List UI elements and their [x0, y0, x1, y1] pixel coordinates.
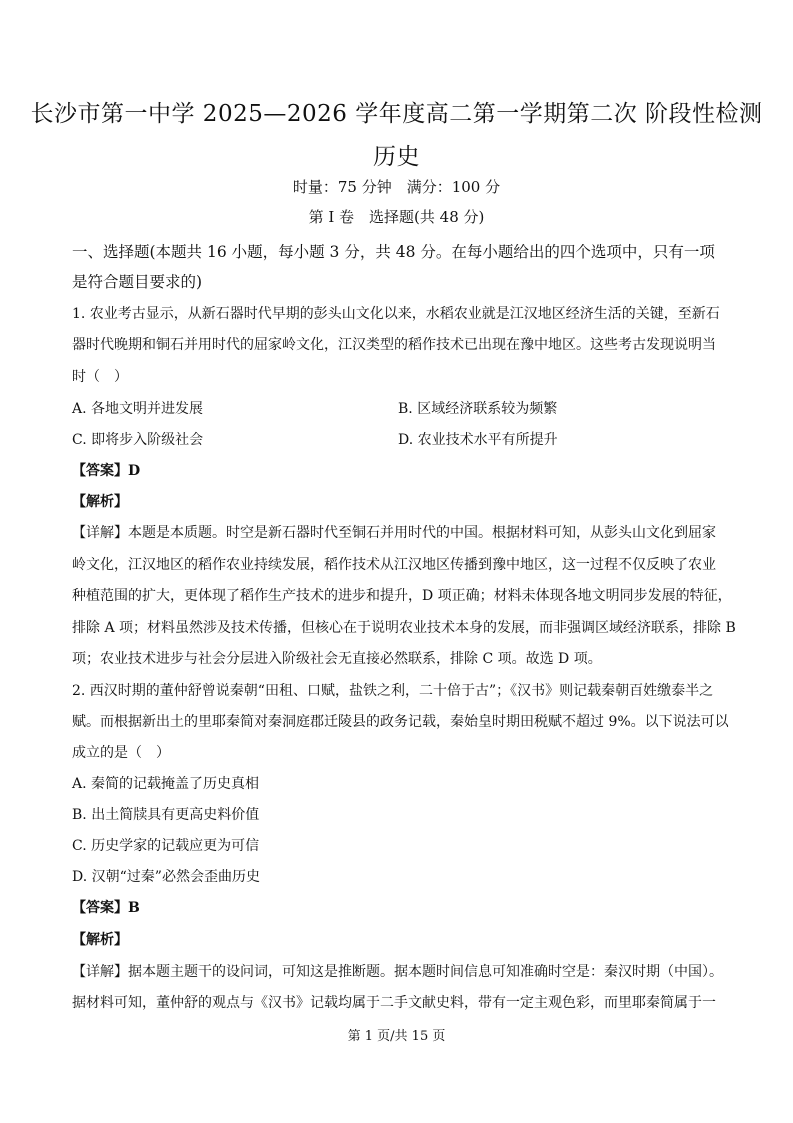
- q1-stem-line-1: 1. 农业考古显示，从新石器时代早期的彭头山文化以来，水稻农业就是江汉地区经济生活的关键，至新石: [72, 306, 720, 322]
- q1-answer: 【答案】D: [72, 463, 141, 479]
- q1-detail-line-4: 排除 A 项；材料虽然涉及技术传播，但核心在于说明农业技术本身的发展，而非强调区域经济联系，排除 B: [72, 620, 736, 636]
- q2-analysis-label: 【解析】: [72, 932, 128, 948]
- q1-detail-line-2: 岭文化，江汉地区的稻作农业持续发展，稻作技术从江汉地区传播到豫中地区，这一过程不仅反映了农业: [72, 557, 716, 573]
- section-instruction-line-1: 一、选择题(本题共 16 小题，每小题 3 分，共 48 分。在每小题给出的四个选项中，只有一项: [72, 243, 715, 261]
- q1-detail-line-1: 【详解】本题是本质题。时空是新石器时代至铜石并用时代的中国。根据材料可知，从彭头山文化到屈家: [72, 525, 716, 541]
- q2-answer: 【答案】B: [72, 900, 140, 916]
- q2-option-d: D. 汉朝“过秦”必然会歪曲历史: [72, 869, 260, 885]
- q2-stem-line-3: 成立的是（ ）: [72, 745, 170, 761]
- exam-title: 长沙市第一中学 2025—2026 学年度高二第一学期第二次 阶段性检测: [30, 101, 763, 127]
- q1-analysis-label: 【解析】: [72, 494, 128, 510]
- q1-detail-line-3: 种植范围的扩大，更体现了稻作生产技术的进步和提升，D 项正确；材料未体现各地文明同步发展的特征，: [72, 588, 732, 604]
- q1-option-a: A. 各地文明并进发展: [72, 401, 204, 417]
- subject-title: 历史: [373, 144, 420, 170]
- q1-stem-line-3: 时（ ）: [72, 369, 128, 385]
- q1-stem-line-2: 器时代晚期和铜石并用时代的屈家岭文化，江汉类型的稻作技术已出现在豫中地区。这些考古发现说明当: [72, 337, 716, 353]
- volume-heading: 第 I 卷 选择题(共 48 分): [308, 208, 485, 226]
- section-instruction-line-2: 是符合题目要求的): [72, 273, 203, 291]
- q2-option-b: B. 出土简牍具有更高史料价值: [72, 807, 260, 823]
- q2-detail-line-1: 【详解】据本题主题干的设问词，可知这是推断题。据本题时间信息可知准确时空是：秦汉时期（中国）。: [72, 964, 723, 980]
- q2-stem-line-1: 2. 西汉时期的董仲舒曾说秦朝“田租、口赋，盐铁之利，二十倍于古”；《汉书》则记载秦朝百姓缴泰半之: [72, 683, 714, 699]
- time-score-line: 时量：75 分钟 满分：100 分: [292, 178, 501, 196]
- q2-option-c: C. 历史学家的记载应更为可信: [72, 838, 260, 854]
- q2-option-a: A. 秦简的记载掩盖了历史真相: [72, 776, 260, 792]
- page-number: 第 1 页/共 15 页: [347, 1029, 446, 1044]
- q1-option-c: C. 即将步入阶级社会: [72, 432, 204, 448]
- q1-option-b: B. 区域经济联系较为频繁: [398, 401, 558, 417]
- q1-detail-line-5: 项；农业技术进步与社会分层进入阶级社会无直接必然联系，排除 C 项。故选 D 项。: [72, 651, 602, 667]
- q2-detail-line-2: 据材料可知，董仲舒的观点与《汉书》记载均属于二手文献史料，带有一定主观色彩，而里耶秦简属于一: [72, 995, 716, 1011]
- q1-option-d: D. 农业技术水平有所提升: [398, 432, 558, 448]
- q2-stem-line-2: 赋。而根据新出土的里耶秦简对秦洞庭郡迁陵县的政务记载，秦始皇时期田税赋不超过 9%。以下说法可以: [72, 714, 729, 730]
